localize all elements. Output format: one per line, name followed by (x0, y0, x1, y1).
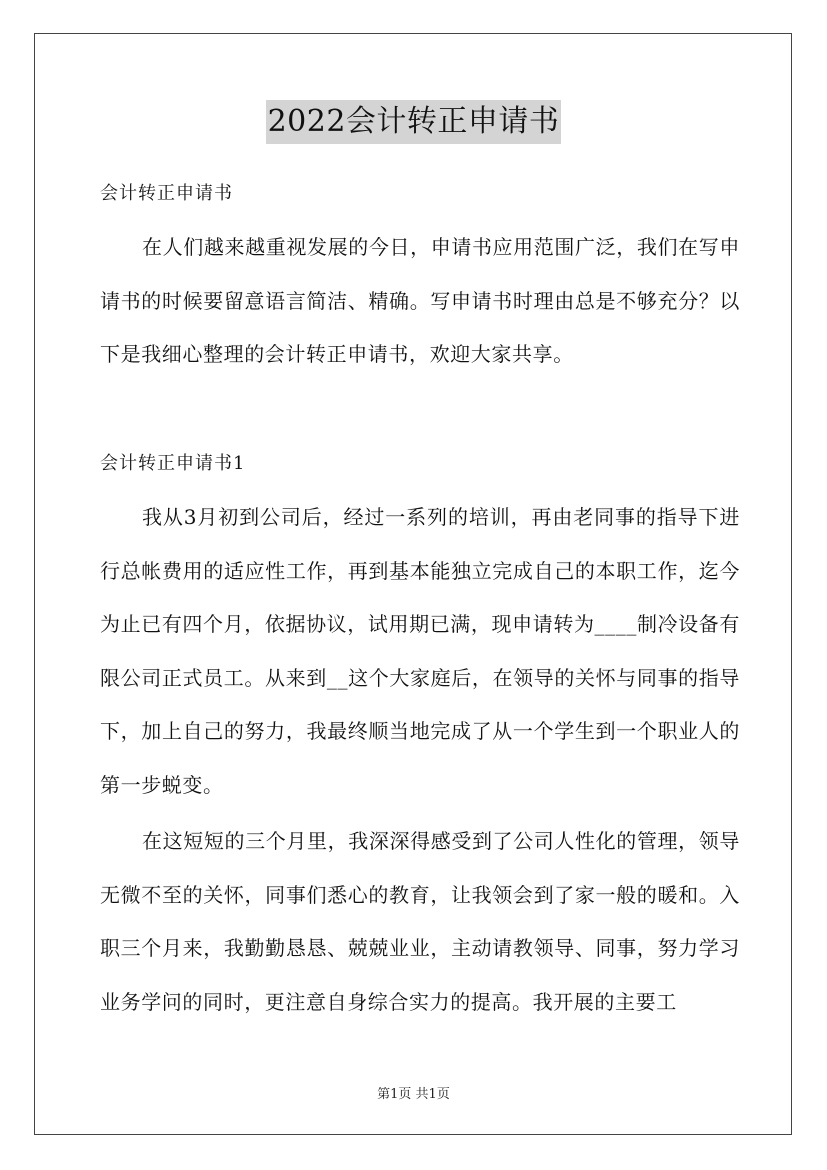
title-container (0, 100, 827, 144)
document-subtitle: 会计转正申请书 (100, 183, 233, 204)
page-footer: 第1页 共1页 (377, 1087, 450, 1102)
intro-paragraph: 在人们越来越重视发展的今日，申请书应用范围广泛，我们在写申请书的时候要留意语言简洁、精确。写申请书时理由总是不够充分？以下是我细心整理的会计转正申请书，欢迎大家共享。 (100, 235, 740, 366)
document-title: 2022会计转正申请书 (266, 100, 562, 144)
body-paragraph-1: 我从3月初到公司后，经过一系列的培训，再由老同事的指导下进行总帐费用的适应性工作，再到基本能独立完成自己的本职工作，迄今为止已有四个月，依据协议，试用期已满，现申请转为____制冷设备有限公司正式员工。从来到__这个大家庭后，在领导的关怀与同事的指导下，加上自己的努力，我最终顺当地完成了从一个学生到一个职业人的第一步蜕变。 (100, 505, 740, 797)
body-paragraph-2: 在这短短的三个月里，我深深得感受到了公司人性化的管理，领导无微不至的关怀，同事们悉心的教育，让我领会到了家一般的暖和。入职三个月来，我勤勤恳恳、兢兢业业，主动请教领导、同事，努力学习业务学问的同时，更注意自身综合实力的提高。我开展的主要工 (100, 829, 740, 1014)
section-title: 会计转正申请书1 (100, 453, 246, 474)
